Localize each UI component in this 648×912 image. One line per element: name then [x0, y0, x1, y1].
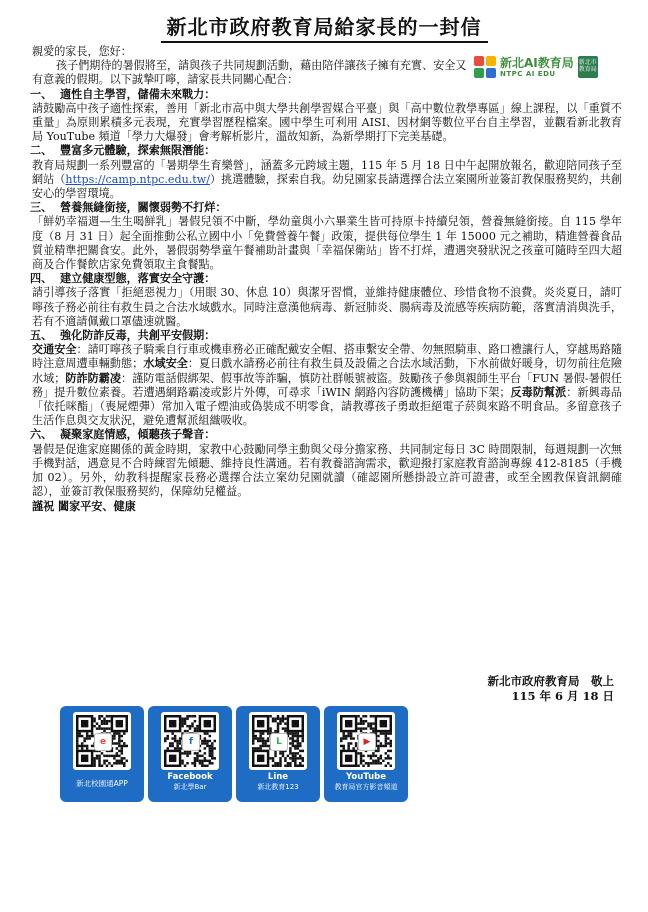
service-logo-icon: e — [94, 733, 112, 751]
signature-date: 115 年 6 月 18 日 — [511, 689, 614, 703]
section-heading: 強化防詐反毒，共創平安假期： — [60, 329, 216, 343]
section-1 — [32, 88, 622, 145]
section-heading: 適性自主學習，儲備未來戰力： — [60, 87, 216, 101]
logo-name: 新北AI教育局 — [500, 55, 574, 70]
section-body — [32, 343, 622, 428]
camp-website-link[interactable]: https://camp.ntpc.edu.tw/ — [65, 172, 210, 186]
signature-org: 新北市政府教育局 敬上 — [487, 674, 614, 688]
section-body-after-link: ）挑選體驗，探索自我。幼兒園家長請選擇合法立案園所並簽訂教保服務契約，共創安心的學習環境。 — [32, 172, 622, 201]
logo-badge: 新北市教育局 — [578, 56, 598, 78]
section-body: 暑假是促進家庭關係的黃金時期，家教中心鼓勵同學主動與父母分擔家務、共同制定每日 3C 時間限制，每週規劃一次無手機對話，遇意見不合時練習先傾聽、維持良性溝通。若有教養諮詢需求，歡迎撥打家庭教育諮詢專線 412-8185（手機加 02）。另外，幼教科提醒家長務必選擇合法立案幼兒園就讀（確認園所懸掛設立許可證書，或至全國教保資訊網確認），並簽訂教保服務契約，保障幼兒權益。 — [32, 442, 622, 499]
qr-channel-label: 新北校園通APP — [76, 779, 128, 788]
section-6 — [32, 428, 622, 499]
qr-code-row — [60, 706, 480, 802]
qr-code-icon — [337, 712, 395, 770]
section-4 — [32, 272, 622, 329]
section-number: 四、 — [30, 272, 53, 286]
logo-subtitle: NTPC AI EDU — [500, 69, 556, 78]
topic-traffic-safety: 交通安全 — [32, 343, 77, 357]
letter-body — [32, 45, 622, 514]
facebook-qr — [148, 706, 232, 802]
service-logo-icon: L — [270, 733, 288, 751]
section-heading: 豐富多元體驗，探索無限潛能： — [60, 144, 216, 158]
qr-channel-label: 教育局官方影音頻道 — [334, 783, 398, 791]
qr-channel-label: 新北教育123 — [257, 783, 299, 791]
section-3 — [32, 201, 622, 272]
topic-water-safety-text: ：夏日戲水請務必前往有救生員及設備之合法水域活動，下水前做好暖身，切勿前往危險水域； — [32, 357, 622, 385]
closing-wishes: 謹祝 闔家平安、健康 — [32, 499, 136, 513]
section-body: 請引導孩子落實「拒絕惡視力」（用眼 30、休息 10）與潔牙習慣，並維持健康體位、珍惜食物不浪費。炎炎夏日，請叮嚀孩子務必前往有救生員之合法水域戲水。同時注意漢他病毒、新冠肺炎、腸病毒及流感等疾病防範，落實清消與洗手，若有不適請佩戴口罩儘速就醫。 — [32, 286, 622, 328]
section-body: 請鼓勵高中孩子適性探索，善用「新北市高中與大學共創學習媒合平臺」與「高中數位教學專區」線上課程，以「重質不重量」為原則累積多元表現，充實學習歷程檔案。國中學生可利用 AISI、因材網等數位平台自主學習，並觀看新北教育局 YouTube 頻道「學力大爆發」會考解析影片，溫故知新，為新學期打下完美基礎。 — [32, 101, 622, 144]
service-logo-icon: f — [182, 733, 200, 751]
section-body: 「鮮奶幸福週—生生喝鮮乳」暑假兒領不中斷，學幼童與小六畢業生皆可持原卡持續兒領，營養無縫銜接。自 115 學年度（8 月 31 日）起全面推動公私立國中小「免費營養午餐」政策，提供每位學生 1 年 15000 元之補助，精進營養食品質並精準把關食安。此外，暑假弱勢學童午餐補助計畫與「幸福保衛站」皆不打烊，遭遇突發狀況之孩童可隨時至四大超商及合作餐飲店家免費領取主食餐點。 — [32, 215, 622, 272]
signature-block — [436, 674, 614, 704]
qr-code-icon — [161, 712, 219, 770]
section-number: 五、 — [30, 329, 53, 343]
topic-anti-fraud: 防詐防霸凌 — [65, 371, 121, 385]
topic-anti-drug: 反毒防幫派 — [510, 385, 567, 399]
section-number: 三、 — [30, 201, 53, 215]
section-5 — [32, 329, 622, 428]
section-body — [32, 159, 622, 202]
section-heading: 營養無縫銜接，關懷弱勢不打烊： — [60, 201, 227, 215]
topic-anti-drug-text: ：新興毒品「依托咪酯」（喪屍煙彈）常加入電子煙油或偽裝成不明零食，請教導孩子勇敢拒絕電子菸與來路不明食品。多留意孩子生活作息與交友狀況，避免遭幫派組織吸收。 — [32, 385, 622, 428]
section-body-before-link: 教育局規劃一系列豐富的「暑期學生育樂營」，涵蓋多元跨域主題，115 年 5 月 18 日中午起開放報名，歡迎陪同孩子至網站（ — [32, 158, 622, 186]
greeting: 親愛的家長，您好： — [32, 45, 132, 58]
qr-platform-label: Line — [267, 772, 289, 782]
topic-water-safety: 水域安全 — [143, 357, 188, 371]
title-wrap — [0, 14, 648, 43]
section-number: 六、 — [30, 428, 53, 442]
section-2 — [32, 144, 622, 201]
section-number: 二、 — [30, 144, 53, 158]
qr-platform-label: Facebook — [167, 772, 213, 782]
intro-paragraph: 孩子們期待的暑假將至，請與孩子共同規劃活動，藉由陪伴讓孩子擁有充實、安全又有意義的假期。以下誠摯叮嚀，請家長共同關心配合： — [32, 59, 467, 87]
qr-channel-label: 新北學Bar — [173, 783, 207, 791]
ntpc-campus-app-qr — [60, 706, 144, 802]
service-logo-icon: ▶ — [358, 733, 376, 751]
qr-platform-label: YouTube — [345, 772, 387, 782]
topic-anti-fraud-text: ：謹防電話假綁架、假事故等詐騙，慎防社群帳號被盜。鼓勵孩子參與親師生平台「FUN 暑假-暑假任務」提升數位素養。若遭遇網路霸凌或影片外傳，可尋求「iWIN 網路內容防護機構」協助下架； — [32, 371, 622, 399]
section-heading: 建立健康型態，落實安全守護： — [60, 272, 216, 286]
qr-code-icon — [249, 712, 307, 770]
topic-traffic-safety-text: ：請叮嚀孩子騎乘自行車或機車務必正確配戴安全帽、搭車繫安全帶、勿無照騎車、路口禮讓行人，穿越馬路隨時注意周遭車輛動態； — [32, 343, 622, 371]
section-number: 一、 — [30, 87, 53, 101]
youtube-qr — [324, 706, 408, 802]
section-heading: 凝聚家庭情感，傾聽孩子聲音： — [60, 428, 216, 442]
qr-code-icon — [73, 712, 131, 770]
page-title: 新北市政府教育局給家長的一封信 — [161, 14, 488, 43]
line-qr — [236, 706, 320, 802]
